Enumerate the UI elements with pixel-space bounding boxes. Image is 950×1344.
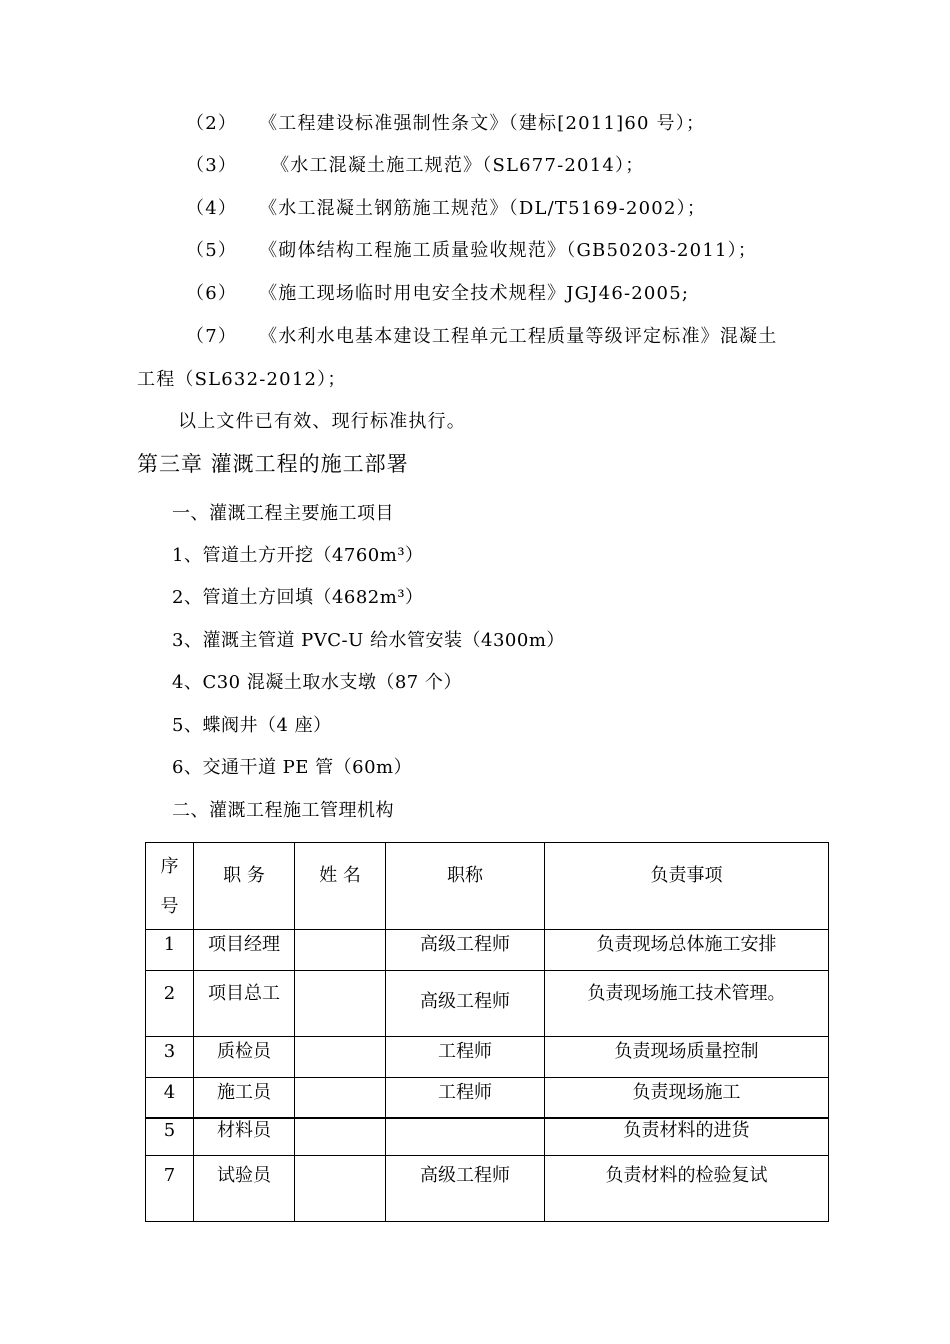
chapter-title: 第三章 灌溉工程的施工部署 xyxy=(137,452,409,476)
row-responsibility: 负责现场施工 xyxy=(632,1082,741,1103)
regulation-number: （6） xyxy=(186,283,238,304)
row-no: 1 xyxy=(163,934,176,955)
row-duty: 施工员 xyxy=(217,1082,271,1103)
project-item: 2、管道土方回填（4682m³） xyxy=(172,587,424,608)
table-row xyxy=(146,1118,829,1156)
regulation-number: （5） xyxy=(186,240,238,261)
regulation-number: （3） xyxy=(186,155,238,176)
row-title: 高级工程师 xyxy=(420,934,510,955)
staff-table xyxy=(145,842,829,1222)
regulation-text: 《砌体结构工程施工质量验收规范》（GB50203-2011）； xyxy=(259,240,758,261)
regulation-2 xyxy=(186,113,705,135)
row-no: 4 xyxy=(163,1082,176,1103)
table-row xyxy=(146,1037,829,1078)
table-header-row xyxy=(146,843,829,930)
row-title: 高级工程师 xyxy=(420,991,510,1012)
row-no: 2 xyxy=(163,983,176,1004)
header-responsibility: 负责事项 xyxy=(545,843,829,930)
row-duty: 试验员 xyxy=(217,1165,271,1186)
header-duty: 职 务 xyxy=(194,843,295,930)
row-name xyxy=(295,1078,385,1082)
row-responsibility: 负责材料的检验复试 xyxy=(605,1165,768,1186)
row-duty: 材料员 xyxy=(217,1119,271,1141)
row-no: 3 xyxy=(163,1041,176,1062)
section-two-title: 二、灌溉工程施工管理机构 xyxy=(172,800,394,821)
table-row xyxy=(146,1156,829,1222)
regulation-7 xyxy=(186,326,777,348)
row-responsibility: 负责材料的进货 xyxy=(623,1119,750,1141)
regulation-number: （2） xyxy=(186,113,238,134)
table-row xyxy=(146,971,829,1037)
row-responsibility: 负责现场质量控制 xyxy=(614,1041,759,1062)
regulation-text: 《施工现场临时用电安全技术规程》JGJ46-2005; xyxy=(259,283,690,304)
row-title: 工程师 xyxy=(438,1082,492,1103)
regulation-6 xyxy=(186,283,689,305)
row-responsibility: 负责现场总体施工安排 xyxy=(596,934,777,955)
row-no: 5 xyxy=(163,1119,176,1141)
row-no: 7 xyxy=(163,1165,176,1186)
regulation-number: （4） xyxy=(186,198,238,219)
project-item: 1、管道土方开挖（4760m³） xyxy=(172,545,424,566)
regulation-text: 《水工混凝土钢筋施工规范》（DL/T5169-2002）； xyxy=(259,198,707,219)
header-no: 序 号 xyxy=(146,843,194,930)
regulation-3 xyxy=(186,155,644,177)
row-title: 高级工程师 xyxy=(420,1165,510,1186)
header-title: 职称 xyxy=(386,843,545,930)
row-name xyxy=(295,1119,385,1123)
header-name: 姓 名 xyxy=(295,843,386,930)
regulation-text: 《工程建设标准强制性条文》（建标[2011]60 号）； xyxy=(259,113,706,134)
regulation-text: 《水利水电基本建设工程单元工程质量等级评定标准》混凝土 xyxy=(259,326,778,347)
row-name xyxy=(295,1037,385,1041)
closing-note: 以上文件已有效、现行标准执行。 xyxy=(178,411,466,432)
row-duty: 项目经理 xyxy=(208,934,280,955)
row-name xyxy=(295,971,385,975)
table-row xyxy=(146,1078,829,1118)
project-item: 3、灌溉主管道 PVC-U 给水管安装（4300m） xyxy=(172,630,565,651)
row-responsibility: 负责现场施工技术管理。 xyxy=(587,983,786,1004)
regulation-7-continuation: 工程（SL632-2012）； xyxy=(137,369,347,390)
project-item: 6、交通干道 PE 管（60m） xyxy=(172,757,413,778)
row-duty: 质检员 xyxy=(217,1041,271,1062)
table-row xyxy=(146,930,829,971)
row-name xyxy=(295,1156,385,1160)
regulation-4 xyxy=(186,198,706,220)
regulation-number: （7） xyxy=(186,326,238,347)
regulation-5 xyxy=(186,240,757,262)
row-title xyxy=(386,1119,544,1123)
row-duty: 项目总工 xyxy=(208,983,280,1004)
project-item: 5、蝶阀井（4 座） xyxy=(172,715,332,736)
section-one-title: 一、灌溉工程主要施工项目 xyxy=(172,503,394,524)
project-item: 4、C30 混凝土取水支墩（87 个） xyxy=(172,672,462,693)
regulation-text: 《水工混凝土施工规范》（SL677-2014）； xyxy=(271,155,645,176)
row-name xyxy=(295,930,385,934)
row-title: 工程师 xyxy=(438,1041,492,1062)
